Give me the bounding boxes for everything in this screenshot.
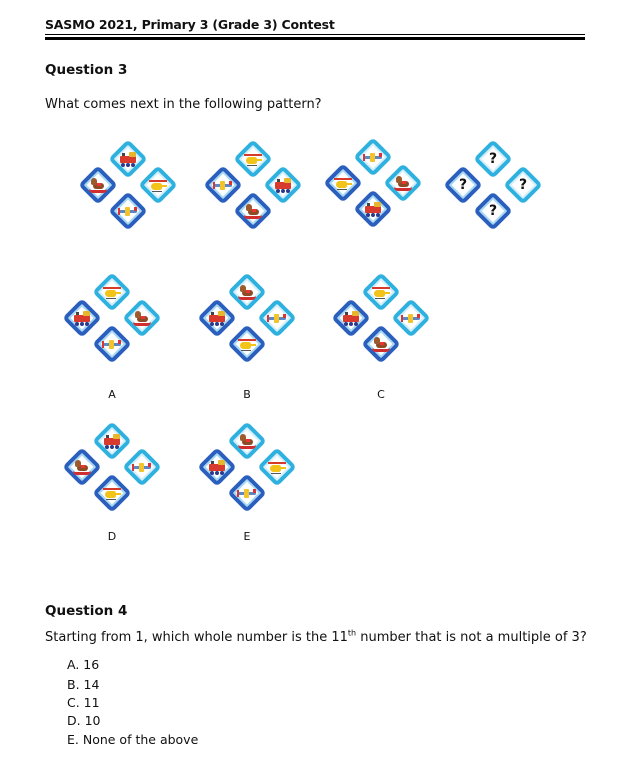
rocking-horse-icon bbox=[71, 459, 93, 475]
option-b-tile-bottom bbox=[227, 324, 267, 364]
option-b-tile-right bbox=[257, 298, 297, 338]
pattern-3-tile-top bbox=[353, 137, 393, 177]
option-a-tile-top bbox=[92, 272, 132, 312]
option-c-tile-left bbox=[331, 298, 371, 338]
option-b-label[interactable]: B bbox=[243, 388, 251, 401]
option-d-label[interactable]: D bbox=[107, 530, 117, 543]
option-a-label[interactable]: A bbox=[108, 388, 116, 401]
option-b-tile-top bbox=[227, 272, 267, 312]
toy-helicopter-icon bbox=[147, 177, 169, 193]
toy-train-icon bbox=[272, 177, 294, 193]
question-mark-text: ? bbox=[488, 150, 498, 167]
rocking-horse-icon bbox=[131, 310, 153, 326]
toy-plane-icon bbox=[266, 310, 288, 326]
toy-helicopter-icon bbox=[101, 284, 123, 300]
answer-b[interactable]: B. 14 bbox=[67, 677, 100, 692]
option-e-tile-top bbox=[227, 421, 267, 461]
pattern-1-tile-left bbox=[78, 165, 118, 205]
pattern-4-tile-right bbox=[503, 165, 543, 205]
question-3-text: What comes next in the following pattern? bbox=[45, 97, 322, 112]
question-4-text-sup: th bbox=[347, 628, 357, 638]
question-mark-text: ? bbox=[458, 176, 468, 193]
question-4-title: Question 4 bbox=[45, 603, 128, 619]
option-d-tile-right bbox=[122, 447, 162, 487]
pattern-2-tile-bottom bbox=[233, 191, 273, 231]
question-4-text bbox=[45, 630, 587, 645]
rocking-horse-icon bbox=[370, 336, 392, 352]
pattern-2-tile-top bbox=[233, 139, 273, 179]
option-b-tile-left bbox=[197, 298, 237, 338]
option-a-tile-left bbox=[62, 298, 102, 338]
rocking-horse-icon bbox=[87, 177, 109, 193]
toy-train-icon bbox=[71, 310, 93, 326]
pattern-3-tile-left bbox=[323, 163, 363, 203]
pattern-3-tile-right bbox=[383, 163, 423, 203]
question-4-text-end: number that is not a multiple of 3? bbox=[356, 630, 587, 645]
toy-plane-icon bbox=[117, 203, 139, 219]
answer-d[interactable]: D. 10 bbox=[67, 713, 101, 728]
pattern-2-tile-right bbox=[263, 165, 303, 205]
toy-train-icon bbox=[340, 310, 362, 326]
toy-helicopter-icon bbox=[242, 151, 264, 167]
toy-plane-icon bbox=[362, 149, 384, 165]
toy-helicopter-icon bbox=[370, 284, 392, 300]
option-c-tile-right bbox=[391, 298, 431, 338]
header-rule-thick bbox=[45, 37, 585, 40]
toy-helicopter-icon bbox=[236, 336, 258, 352]
toy-helicopter-icon bbox=[101, 485, 123, 501]
question-mark-icon bbox=[482, 151, 504, 167]
option-e-tile-right bbox=[257, 447, 297, 487]
question-mark-text: ? bbox=[518, 176, 528, 193]
toy-plane-icon bbox=[101, 336, 123, 352]
pattern-3-tile-bottom bbox=[353, 189, 393, 229]
pattern-1-tile-right bbox=[138, 165, 178, 205]
option-e-tile-bottom bbox=[227, 473, 267, 513]
pattern-1-tile-top bbox=[108, 139, 148, 179]
option-a-tile-right bbox=[122, 298, 162, 338]
pattern-4-tile-left bbox=[443, 165, 483, 205]
toy-helicopter-icon bbox=[266, 459, 288, 475]
toy-plane-icon bbox=[400, 310, 422, 326]
question-mark-icon bbox=[512, 177, 534, 193]
toy-plane-icon bbox=[212, 177, 234, 193]
toy-train-icon bbox=[206, 459, 228, 475]
answer-c[interactable]: C. 11 bbox=[67, 695, 100, 710]
pattern-4-tile-top bbox=[473, 139, 513, 179]
toy-train-icon bbox=[362, 201, 384, 217]
option-c-tile-top bbox=[361, 272, 401, 312]
pattern-2-tile-left bbox=[203, 165, 243, 205]
toy-helicopter-icon bbox=[332, 175, 354, 191]
toy-plane-icon bbox=[131, 459, 153, 475]
toy-train-icon bbox=[206, 310, 228, 326]
question-4-text-main: Starting from 1, which whole number is the 11 bbox=[45, 630, 348, 645]
option-d-tile-bottom bbox=[92, 473, 132, 513]
answer-e[interactable]: E. None of the above bbox=[67, 732, 199, 747]
question-mark-text: ? bbox=[488, 202, 498, 219]
option-d-tile-top bbox=[92, 421, 132, 461]
answer-a[interactable]: A. 16 bbox=[67, 657, 100, 672]
question-mark-icon bbox=[482, 203, 504, 219]
pattern-4-tile-bottom bbox=[473, 191, 513, 231]
rocking-horse-icon bbox=[392, 175, 414, 191]
option-a-tile-bottom bbox=[92, 324, 132, 364]
contest-header: SASMO 2021, Primary 3 (Grade 3) Contest bbox=[45, 17, 335, 32]
option-e-tile-left bbox=[197, 447, 237, 487]
question-mark-icon bbox=[452, 177, 474, 193]
pattern-1-tile-bottom bbox=[108, 191, 148, 231]
question-3-title: Question 3 bbox=[45, 62, 128, 78]
option-c-tile-bottom bbox=[361, 324, 401, 364]
rocking-horse-icon bbox=[236, 284, 258, 300]
header-rule-thin bbox=[45, 34, 585, 35]
toy-train-icon bbox=[117, 151, 139, 167]
option-e-label[interactable]: E bbox=[243, 530, 251, 543]
rocking-horse-icon bbox=[236, 433, 258, 449]
option-d-tile-left bbox=[62, 447, 102, 487]
toy-plane-icon bbox=[236, 485, 258, 501]
option-c-label[interactable]: C bbox=[377, 388, 385, 401]
toy-train-icon bbox=[101, 433, 123, 449]
rocking-horse-icon bbox=[242, 203, 264, 219]
